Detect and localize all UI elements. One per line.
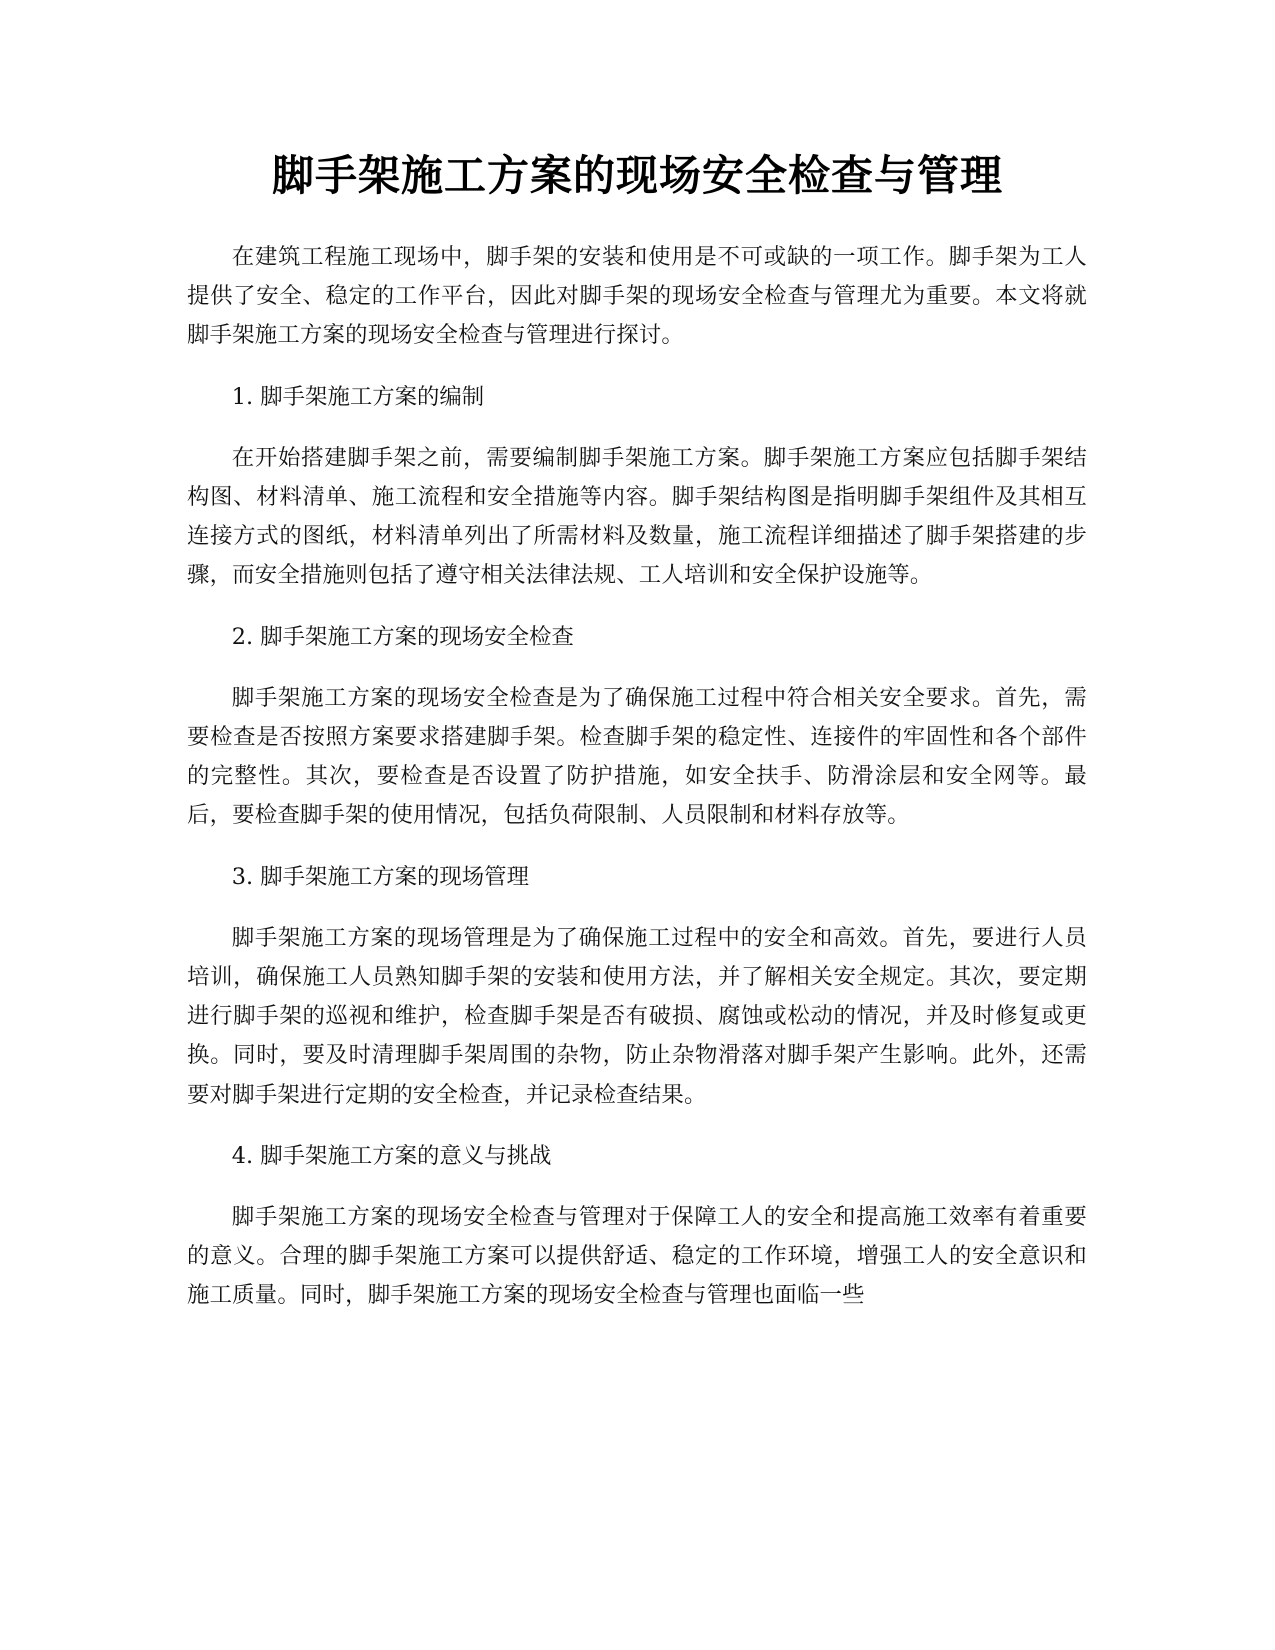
section-body-4: 脚手架施工方案的现场安全检查与管理对于保障工人的安全和提高施工效率有着重要的意义。合理的脚手架施工方案可以提供舒适、稳定的工作环境，增强工人的安全意识和施工质量。同时，脚手架施工方案的现场安全检查与管理也面临一些 xyxy=(187,1204,1087,1309)
section-heading-3: 3. 脚手架施工方案的现场管理 xyxy=(231,863,529,890)
section-heading-2: 2. 脚手架施工方案的现场安全检查 xyxy=(231,623,574,650)
section-heading-1: 1. 脚手架施工方案的编制 xyxy=(231,383,485,410)
document-title: 脚手架施工方案的现场安全检查与管理 xyxy=(271,151,1003,200)
section-body-1: 在开始搭建脚手架之前，需要编制脚手架施工方案。脚手架施工方案应包括脚手架结构图、材料清单、施工流程和安全措施等内容。脚手架结构图是指明脚手架组件及其相互连接方式的图纸，材料清单列出了所需材料及数量，施工流程详细描述了脚手架搭建的步骤，而安全措施则包括了遵守相关法律法规、工人培训和安全保护设施等。 xyxy=(187,444,1087,589)
section-body-2: 脚手架施工方案的现场安全检查是为了确保施工过程中符合相关安全要求。首先，需要检查是否按照方案要求搭建脚手架。检查脚手架的稳定性、连接件的牢固性和各个部件的完整性。其次，要检查是否设置了防护措施，如安全扶手、防滑涂层和安全网等。最后，要检查脚手架的使用情况，包括负荷限制、人员限制和材料存放等。 xyxy=(187,684,1087,829)
intro-paragraph: 在建筑工程施工现场中，脚手架的安装和使用是不可或缺的一项工作。脚手架为工人提供了安全、稳定的工作平台，因此对脚手架的现场安全检查与管理尤为重要。本文将就脚手架施工方案的现场安全检查与管理进行探讨。 xyxy=(187,244,1087,349)
document-body xyxy=(187,238,1087,1338)
section-body-3: 脚手架施工方案的现场管理是为了确保施工过程中的安全和高效。首先，要进行人员培训，确保施工人员熟知脚手架的安装和使用方法，并了解相关安全规定。其次，要定期进行脚手架的巡视和维护，检查脚手架是否有破损、腐蚀或松动的情况，并及时修复或更换。同时，要及时清理脚手架周围的杂物，防止杂物滑落对脚手架产生影响。此外，还需要对脚手架进行定期的安全检查，并记录检查结果。 xyxy=(187,924,1087,1108)
section-heading-4: 4. 脚手架施工方案的意义与挑战 xyxy=(231,1142,552,1169)
